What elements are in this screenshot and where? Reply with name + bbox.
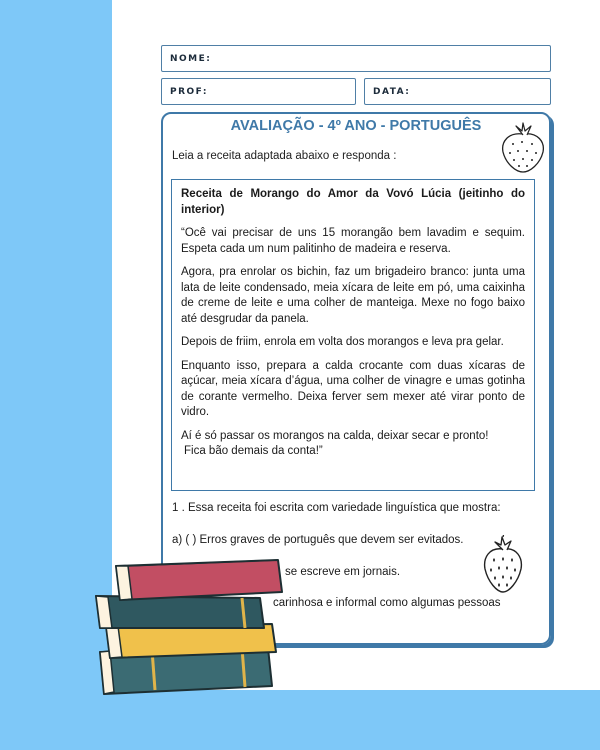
teacher-field[interactable] [161,78,356,105]
recipe-paragraph: Enquanto isso, prepara a calda crocante com duas xícaras de açúcar, meia xícara d’água, uma colher de vinagre e umas gotinha de corante vermelho. Deixa ferver sem mexer até virar ponto de vidro. [181,359,525,418]
background-bottom [0,690,600,750]
option-a[interactable]: a) ( ) Erros graves de português que devem ser evitados. [172,534,464,546]
recipe-paragraph: Agora, pra enrolar os bichin, faz um brigadeiro branco: junta uma lata de leite condensado, meia xícara de leite em pó, uma caixinha de creme de leite e uma colher de manteiga. Mexe no fogo baixo até desgrudar da panela. [181,266,525,325]
recipe-paragraph: Fica bão demais da conta!” [184,445,323,457]
recipe-paragraph: Depois de friim, enrola em volta dos morangos e leva pra gelar. [181,336,504,348]
teacher-label: PROF: [170,86,208,97]
date-label: DATA: [373,86,411,97]
exam-title: AVALIAÇÃO - 4º ANO - PORTUGUÊS [230,118,482,134]
intro-text: Leia a receita adaptada abaixo e responda : [172,150,397,162]
book-pink-top [116,560,282,600]
recipe-title: Receita de Morango do Amor da Vovó Lúcia (jeitinho do interior) [181,188,525,216]
recipe-paragraph: “Ocê vai precisar de uns 15 morangão bem lavadim e sequim. Espeta cada um num palitinho de madeira e reserva. [181,227,525,255]
date-field[interactable] [364,78,551,105]
book-stack-illustration [92,548,292,708]
question-prompt: 1 . Essa receita foi escrita com variedade linguística que mostra: [172,502,501,514]
recipe-box [171,179,535,491]
option-c[interactable]: carinhosa e informal como algumas pessoas [273,597,501,609]
book-yellow [106,624,276,658]
name-field[interactable] [161,45,551,72]
recipe-paragraph: Aí é só passar os morangos na calda, deixar secar e pronto! [181,429,489,442]
option-b[interactable]: se escreve em jornais. [285,566,401,578]
strawberry-icon [498,122,548,174]
name-label: NOME: [170,53,212,64]
strawberry-outline-icon [480,535,526,595]
